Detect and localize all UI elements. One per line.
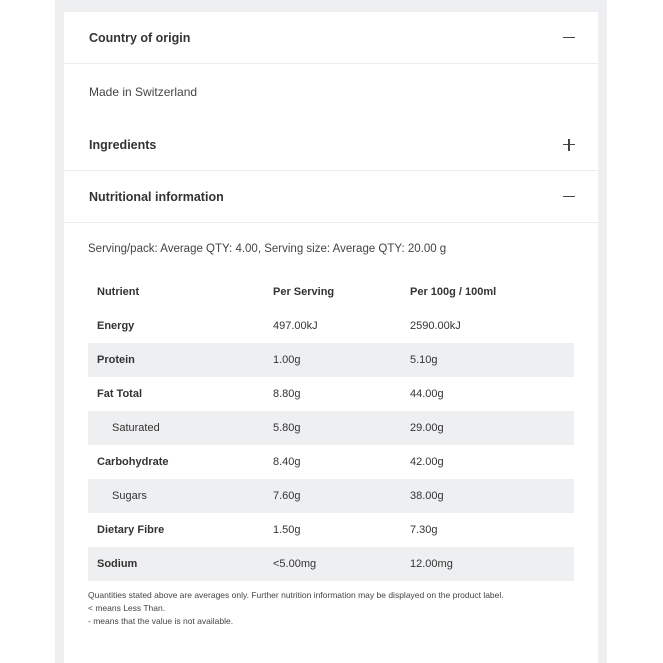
- plus-icon[interactable]: [562, 138, 576, 152]
- section-title-country-of-origin: Country of origin: [89, 30, 191, 45]
- per-100-value: 7.30g: [410, 524, 438, 536]
- accordion-country-of-origin[interactable]: [64, 12, 598, 64]
- header-nutrient: Nutrient: [97, 286, 140, 298]
- per-serving-value: 497.00kJ: [273, 320, 318, 332]
- table-row: [88, 547, 574, 581]
- per-serving-value: 1.00g: [264, 343, 401, 377]
- per-100-value: 5.10g: [401, 343, 574, 377]
- table-row: [88, 343, 574, 377]
- nutrient-name: Sugars: [88, 479, 264, 513]
- per-serving-value: 7.60g: [264, 479, 401, 513]
- section-title-ingredients: Ingredients: [89, 137, 157, 152]
- table-row: [88, 479, 574, 513]
- per-100-value: 12.00mg: [401, 547, 574, 581]
- nutrient-name: Sodium: [88, 547, 264, 581]
- nutrition-table: [88, 275, 574, 581]
- per-100-value: 38.00g: [401, 479, 574, 513]
- section-title-nutritional-information: Nutritional information: [89, 189, 224, 204]
- nutrient-name: Fat Total: [97, 388, 143, 400]
- header-per-serving: Per Serving: [273, 286, 335, 298]
- nutrient-name: Energy: [97, 320, 135, 332]
- table-row: [88, 513, 574, 547]
- accordion-ingredients[interactable]: [64, 119, 598, 171]
- country-of-origin-value: Made in Switzerland: [89, 84, 198, 99]
- per-100-value: 2590.00kJ: [410, 320, 461, 332]
- nutrient-name: Saturated: [88, 411, 264, 445]
- serving-info: Serving/pack: Average QTY: 4.00, Serving size: Average QTY: 20.00 g: [88, 243, 447, 255]
- footnote: < means Less Than.: [88, 603, 166, 613]
- table-row: [88, 411, 574, 445]
- nutrient-name: Carbohydrate: [97, 456, 169, 468]
- per-serving-value: 8.80g: [273, 388, 301, 400]
- minus-icon[interactable]: [562, 31, 576, 45]
- header-per-100: Per 100g / 100ml: [410, 286, 497, 298]
- minus-icon[interactable]: [562, 190, 576, 204]
- per-100-value: 44.00g: [410, 388, 444, 400]
- table-row: [88, 445, 574, 479]
- footnote: - means that the value is not available.: [88, 616, 234, 626]
- table-row: [88, 309, 574, 343]
- per-100-value: 29.00g: [401, 411, 574, 445]
- per-serving-value: <5.00mg: [264, 547, 401, 581]
- per-serving-value: 5.80g: [264, 411, 401, 445]
- table-row: [88, 377, 574, 411]
- accordion-nutritional-information[interactable]: [64, 171, 598, 223]
- per-100-value: 42.00g: [410, 456, 444, 468]
- footnote: Quantities stated above are averages only. Further nutrition information may be displayed on the product label.: [88, 590, 504, 600]
- nutrient-name: Protein: [88, 343, 264, 377]
- per-serving-value: 1.50g: [273, 524, 301, 536]
- per-serving-value: 8.40g: [273, 456, 301, 468]
- table-header-row: [88, 275, 574, 309]
- nutrition-footnotes: [64, 581, 598, 628]
- product-details-card: [64, 12, 598, 663]
- nutrient-name: Dietary Fibre: [97, 524, 165, 536]
